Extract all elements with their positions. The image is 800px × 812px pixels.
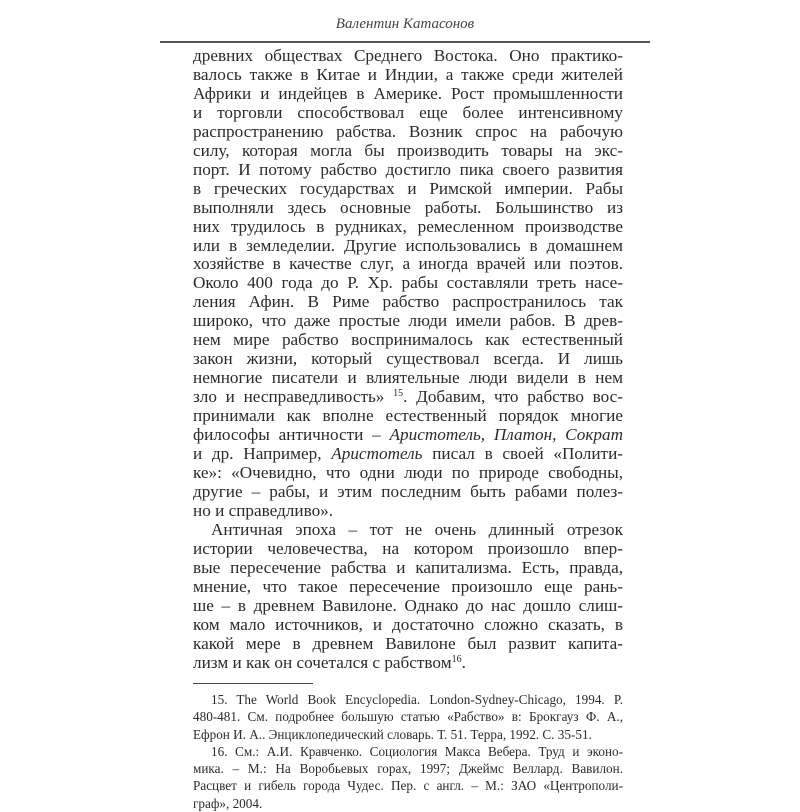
text-line [193, 407, 623, 426]
text-line [193, 237, 623, 256]
text-segment: Около 400 года до Р. Хр. рабы составляли треть насе- [193, 273, 623, 293]
text-segment: ления Афин. В Риме рабство распространилось так [193, 292, 623, 312]
text-line [193, 635, 623, 654]
text-segment: Африки и индейцев в Америке. Рост промышленности [193, 83, 623, 103]
text-segment: в греческих государствах и Римской империи. Рабы [193, 178, 623, 198]
italic-text: Аристотель [331, 444, 423, 464]
text-segment: 16. См.: А.И. Кравченко. Социология Макса Вебера. Труд и эконо- [211, 743, 623, 759]
text-segment: . [461, 652, 466, 672]
running-header: Валентин Катасонов [335, 16, 475, 32]
text-segment: закон жизни, который существовал всегда. И лишь [193, 349, 623, 369]
text-segment: порт. И потому рабство достигло пика своего развития [193, 159, 623, 179]
text-segment: немногие писатели и влиятельные люди видели в нем [193, 368, 623, 388]
text-line [193, 350, 623, 369]
footnote-line [193, 795, 623, 812]
text-segment: философы античности – [193, 425, 390, 445]
footnote-reference: 16 [451, 653, 462, 665]
text-segment: другие – рабы, и этим последним быть рабами полез- [193, 481, 623, 501]
text-segment: граф», 2004. [193, 795, 263, 811]
text-segment: принимали как вполне естественный порядок многие [193, 406, 623, 426]
footnotes [193, 691, 623, 812]
text-segment: . Добавим, что рабство вос- [403, 387, 623, 407]
text-segment: мнение, что такое пересечение произошло еще рань- [193, 576, 623, 596]
text-line [193, 578, 623, 597]
text-line [193, 180, 623, 199]
text-line [193, 654, 623, 673]
footnote-line [193, 726, 623, 743]
text-line [193, 445, 623, 464]
text-segment: них трудилось в рудниках, ремесленном производстве [193, 216, 623, 236]
text-segment: и др. Например, [193, 444, 332, 464]
text-segment: мика. – М.: На Воробьевых горах, 1997; Джеймс Веллард. Вавилон. [193, 761, 623, 777]
footnote-line [193, 777, 623, 794]
text-segment: писал в своей «Полити- [422, 444, 623, 464]
text-line [193, 47, 623, 66]
text-segment: валось также в Китае и Индии, а также среди жителей [193, 64, 623, 84]
text-segment: древних обществах Среднего Востока. Оно практико- [193, 46, 623, 65]
text-segment: ке»: «Очевидно, что одни люди по природе свободны, [193, 462, 623, 482]
italic-text: Аристотель, Платон, Сократ [389, 425, 623, 445]
text-line [193, 312, 623, 331]
text-line [193, 142, 623, 161]
body-text [193, 47, 623, 672]
text-line [193, 502, 623, 521]
text-line [193, 540, 623, 559]
footnote-line [193, 708, 623, 725]
text-segment: Античная эпоха – тот не очень длинный отрезок [211, 519, 623, 539]
text-line [193, 85, 623, 104]
text-segment: силу, которая могла бы производить товары на экс- [193, 140, 623, 160]
text-line [193, 369, 623, 388]
text-segment: ком мало источников, и достаточно сложно сказать, в [193, 614, 623, 634]
footnote-line [193, 760, 623, 777]
text-segment: распространению рабства. Возник спрос на рабочую [193, 121, 623, 141]
text-segment: зло и несправедливость» [193, 387, 394, 407]
text-line [193, 66, 623, 85]
text-line [193, 255, 623, 274]
text-segment: лизм и как он сочетался с рабством [193, 652, 452, 672]
text-line [193, 521, 623, 540]
text-line [193, 559, 623, 578]
text-segment: или в земледелии. Другие использовались в домашнем [193, 235, 623, 255]
text-segment: какой мере в древнем Вавилоне был развит капита- [193, 633, 623, 653]
text-line [193, 331, 623, 350]
text-line [193, 123, 623, 142]
text-line [193, 388, 623, 407]
text-segment: но и справедливо». [193, 500, 334, 520]
text-segment: Расцвет и гибель города Чудес. Пер. с англ. – М.: ЗАО «Центрополи- [193, 778, 623, 794]
text-line [193, 104, 623, 123]
footnote-line [193, 691, 623, 708]
text-line [193, 426, 623, 445]
footnote-reference: 15 [393, 388, 404, 400]
text-segment: вые пересечение рабства и капитализма. Есть, правда, [193, 557, 623, 577]
text-line [193, 293, 623, 312]
text-segment: истории человечества, на котором произошло впер- [193, 538, 623, 558]
text-segment: широко, что даже простые люди имели рабов. В древ- [193, 311, 623, 331]
text-line [193, 597, 623, 616]
text-segment: хозяйстве в качестве слуг, а иногда врачей или поэтов. [193, 254, 623, 274]
text-line [193, 483, 623, 502]
text-line [193, 199, 623, 218]
text-line [193, 464, 623, 483]
text-segment: нем мире рабство воспринималось как естественный [193, 330, 623, 350]
text-segment: 480-481. См. подробнее большую статью «Рабство» в: Брокгауз Ф. А., [193, 709, 623, 725]
footnote-rule [193, 683, 313, 684]
text-line [193, 161, 623, 180]
text-segment: и торговли способствовал еще более интенсивному [193, 102, 623, 122]
text-line [193, 616, 623, 635]
header-rule [160, 41, 650, 43]
text-segment: выполняли здесь основные работы. Большинство из [193, 197, 623, 217]
text-line [193, 218, 623, 237]
text-segment: Ефрон И. А.. Энциклопедический словарь. Т. 51. Терра, 1992. С. 35-51. [193, 726, 592, 742]
text-segment: 15. The World Book Encyclopedia. London-Sydney-Chicago, 1994. P. [211, 692, 623, 707]
footnote-line [193, 743, 623, 760]
text-line [193, 274, 623, 293]
text-segment: ше – в древнем Вавилоне. Однако до нас дошло слиш- [193, 595, 623, 615]
